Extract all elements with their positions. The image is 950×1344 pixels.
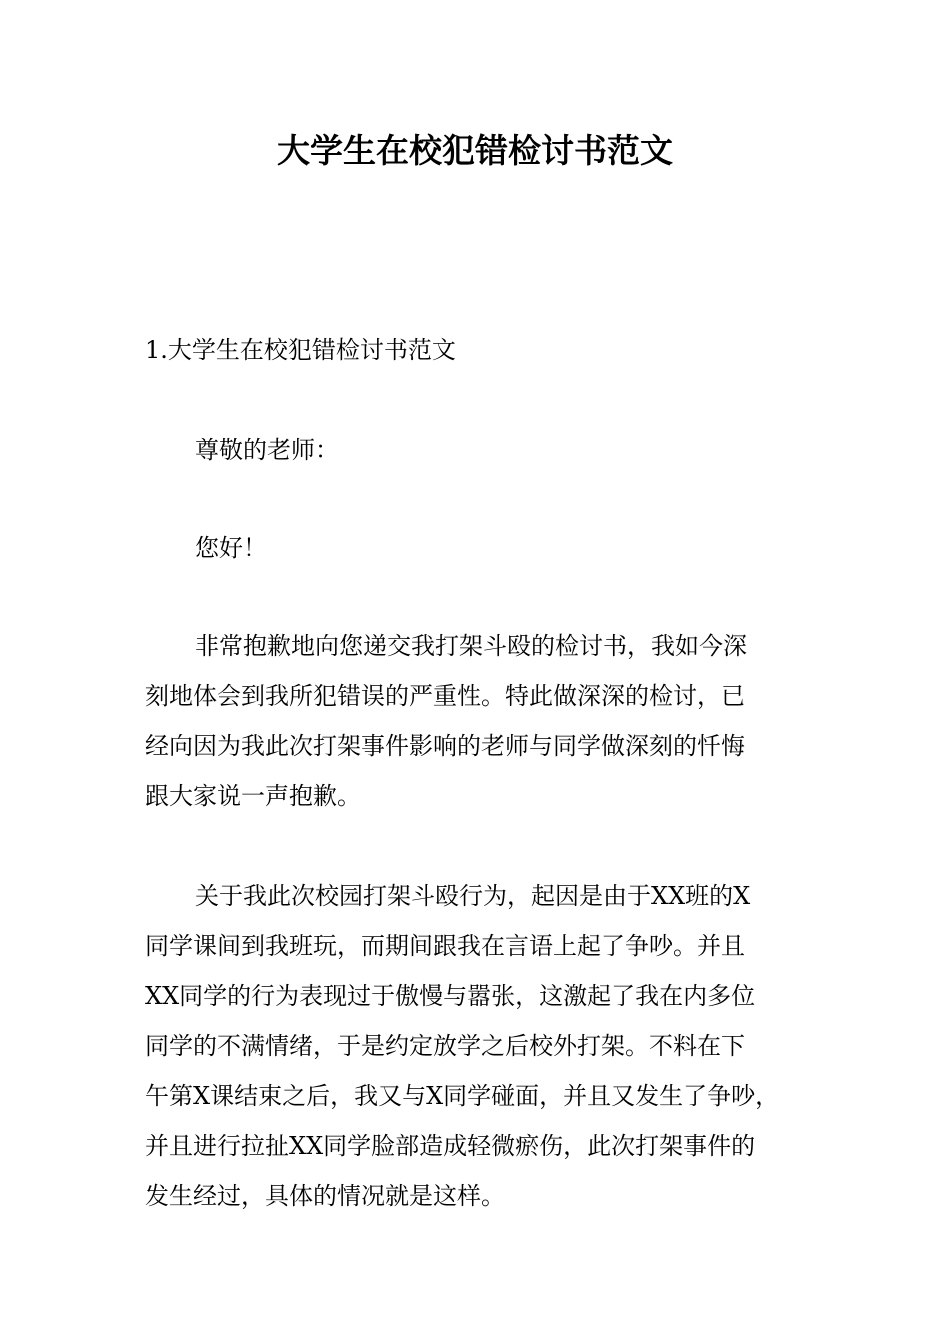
paragraph-line: XX同学的行为表现过于傲慢与嚣张，这激起了我在内多位 bbox=[145, 982, 756, 1010]
paragraph-line: 同学的不满情绪，于是约定放学之后校外打架。不料在下 bbox=[145, 1032, 745, 1060]
paragraph-line: 刻地体会到我所犯错误的严重性。特此做深深的检讨，已 bbox=[145, 682, 745, 710]
salutation: 尊敬的老师： bbox=[195, 436, 339, 464]
paragraph-line: 跟大家说一声抱歉。 bbox=[145, 782, 361, 810]
body-paragraph-1 bbox=[145, 621, 817, 821]
paragraph-line: 关于我此次校园打架斗殴行为，起因是由于XX班的X bbox=[195, 882, 751, 910]
paragraph-line: 经向因为我此次打架事件影响的老师与同学做深刻的忏悔 bbox=[145, 732, 745, 760]
document-title: 大学生在校犯错检讨书范文 bbox=[277, 131, 673, 170]
paragraph-line: 非常抱歉地向您递交我打架斗殴的检讨书，我如今深 bbox=[195, 632, 747, 660]
greeting: 您好！ bbox=[195, 534, 267, 562]
paragraph-line: 发生经过，具体的情况就是这样。 bbox=[145, 1182, 505, 1210]
paragraph-line: 同学课间到我班玩，而期间跟我在言语上起了争吵。并且 bbox=[145, 932, 745, 960]
body-paragraph-2 bbox=[145, 871, 817, 1221]
paragraph-line: 午第X课结束之后，我又与X同学碰面，并且又发生了争吵， bbox=[145, 1082, 780, 1110]
paragraph-line: 并且进行拉扯XX同学脸部造成轻微瘀伤，此次打架事件的 bbox=[145, 1132, 756, 1160]
section-heading: 1.大学生在校犯错检讨书范文 bbox=[145, 336, 456, 364]
